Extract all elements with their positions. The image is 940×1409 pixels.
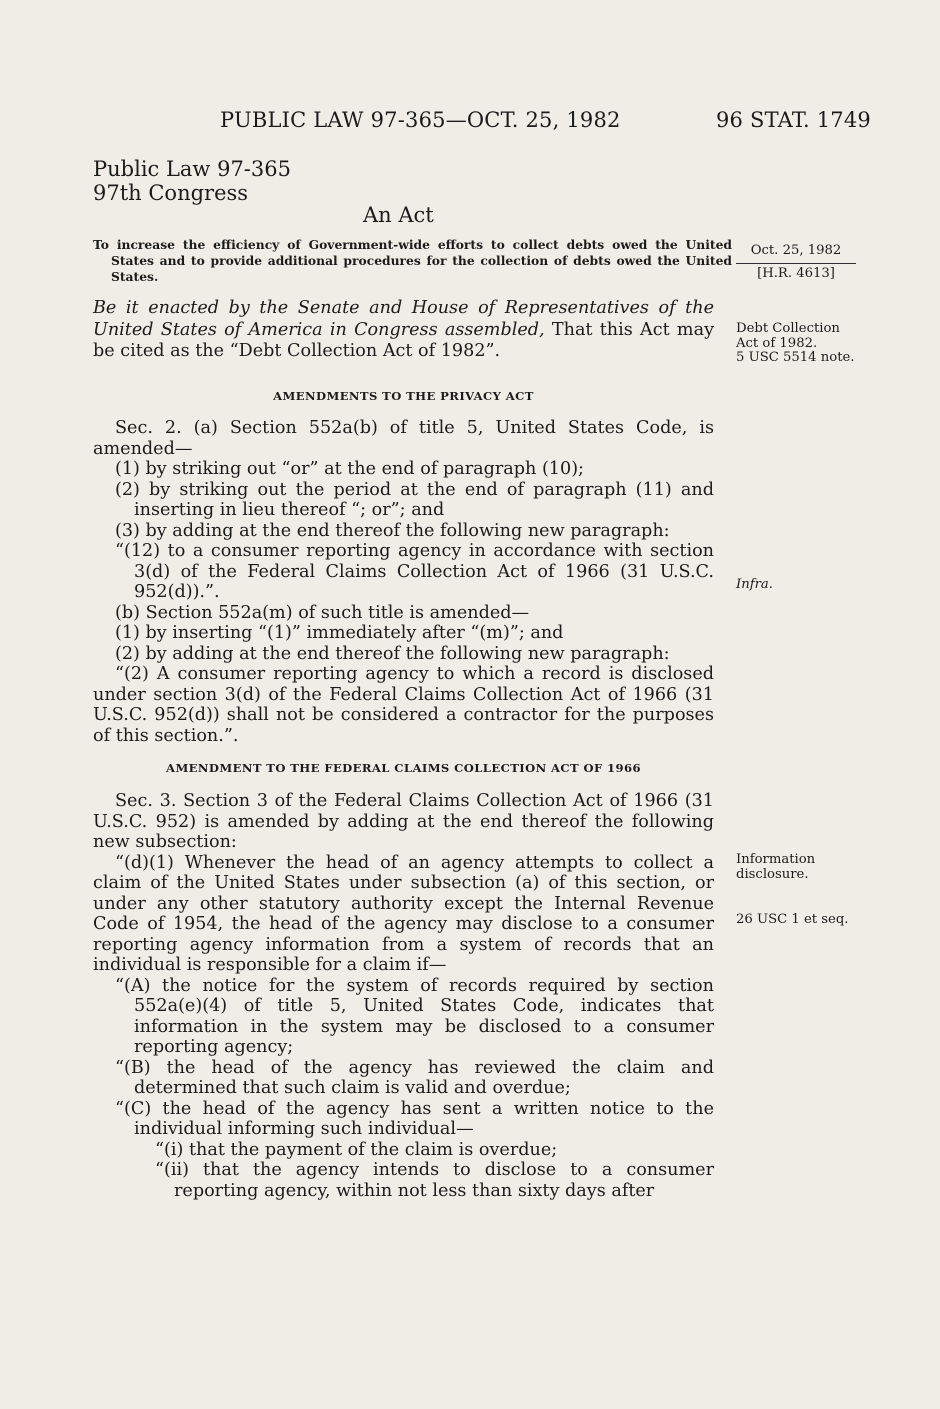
privacy-act-heading: AMENDMENTS TO THE PRIVACY ACT — [273, 389, 534, 403]
section-3-paragraph: “(d)(1) Whenever the head of an agency attempts to collect a claim of the United States under subsection (a) of this section, or under any other statutory authority except the Internal Revenue Code of 1954, the head of the agency may disclose to a consumer reporting agency information from a system of records that an individual is responsible for a claim if— — [93, 852, 714, 975]
section-2-paragraph: “(2) A consumer reporting agency to which a record is disclosed under section 3(d) of the Federal Claims Collection Act of 1966 (31 U.S.C. 952(d)) shall not be considered a contractor for the purposes of this section.”. — [93, 664, 714, 746]
margin-short-title-line: Debt Collection — [736, 321, 840, 336]
section-3-paragraph: Sec. 3. Section 3 of the Federal Claims Collection Act of 1966 (31 U.S.C. 952) is amended by adding at the end thereof the following new subsection: — [93, 791, 714, 852]
section-2-paragraph: Sec. 2. (a) Section 552a(b) of title 5, United States Code, is amended— — [93, 418, 714, 459]
section-3-paragraph: “(i) that the payment of the claim is overdue; — [155, 1139, 558, 1160]
section-3-paragraph: “(B) the head of the agency has reviewed the claim and determined that such claim is valid and overdue; — [115, 1057, 714, 1098]
section-2 — [93, 418, 714, 746]
margin-info-line: disclosure. — [736, 866, 809, 882]
margin-usc-note: 26 USC 1 et seq. — [736, 912, 849, 927]
margin-infra-note: Infra. — [736, 577, 773, 592]
margin-short-title-line: 5 USC 5514 note. — [736, 350, 855, 365]
margin-bill-number: [H.R. 4613] — [757, 265, 835, 281]
enacting-clause-italic: Be it enacted by the Senate and House of Representatives of the United States of America in Congress assembled, — [93, 298, 714, 340]
section-2-paragraph: (1) by striking out “or” at the end of paragraph (10); — [115, 459, 584, 479]
section-3-paragraph: “(C) the head of the agency has sent a written notice to the individual informing such individual— — [115, 1098, 714, 1139]
running-header-left: PUBLIC LAW 97-365—OCT. 25, 1982 — [220, 108, 621, 132]
section-3-paragraph: “(ii) that the agency intends to disclose to a consumer reporting agency, within not less than sixty days after — [155, 1160, 714, 1201]
section-3-paragraph: “(A) the notice for the system of records required by section 552a(e)(4) of title 5, United States Code, indicates that information in the system may be disclosed to a consumer reporting agency; — [115, 975, 714, 1057]
page-citation: 96 STAT. 1749 — [716, 108, 871, 132]
section-2-paragraph: (b) Section 552a(m) of such title is amended— — [115, 602, 530, 623]
law-identification — [93, 157, 291, 205]
margin-date-note — [736, 244, 856, 281]
section-2-paragraph: (2) by striking out the period at the end of paragraph (11) and inserting in lieu thereof “; or”; and — [115, 479, 714, 520]
purpose-statement: To increase the efficiency of Government-wide efforts to collect debts owed the United States and to provide additional procedures for the collection of debts owed the United States. — [93, 237, 732, 284]
margin-short-title-note — [736, 322, 855, 366]
enacting-clause-rest: That this Act may be cited as the “Debt Collection Act of 1982”. — [93, 319, 715, 361]
section-2-paragraph: “(12) to a consumer reporting agency in accordance with section 3(d) of the Federal Claims Collection Act of 1966 (31 U.S.C. 952(d)).”. — [115, 541, 714, 602]
section-2-paragraph: (2) by adding at the end thereof the following new paragraph: — [115, 643, 670, 664]
section-2-paragraph: (3) by adding at the end thereof the following new paragraph: — [115, 520, 670, 541]
section-3 — [93, 791, 714, 1201]
margin-date: Oct. 25, 1982 — [736, 244, 856, 264]
public-law-number: Public Law 97-365 — [93, 157, 291, 181]
congress-number: 97th Congress — [93, 181, 249, 205]
margin-info-line: Information — [736, 852, 816, 867]
section-2-paragraph: (1) by inserting “(1)” immediately after “(m)”; and — [115, 623, 564, 643]
fcca-heading: AMENDMENT TO THE FEDERAL CLAIMS COLLECTION ACT OF 1966 — [166, 761, 641, 775]
margin-short-title-line: Act of 1982. — [736, 335, 818, 351]
enacting-clause — [93, 298, 714, 363]
act-label: An Act — [363, 203, 434, 227]
margin-info-note — [736, 853, 815, 882]
